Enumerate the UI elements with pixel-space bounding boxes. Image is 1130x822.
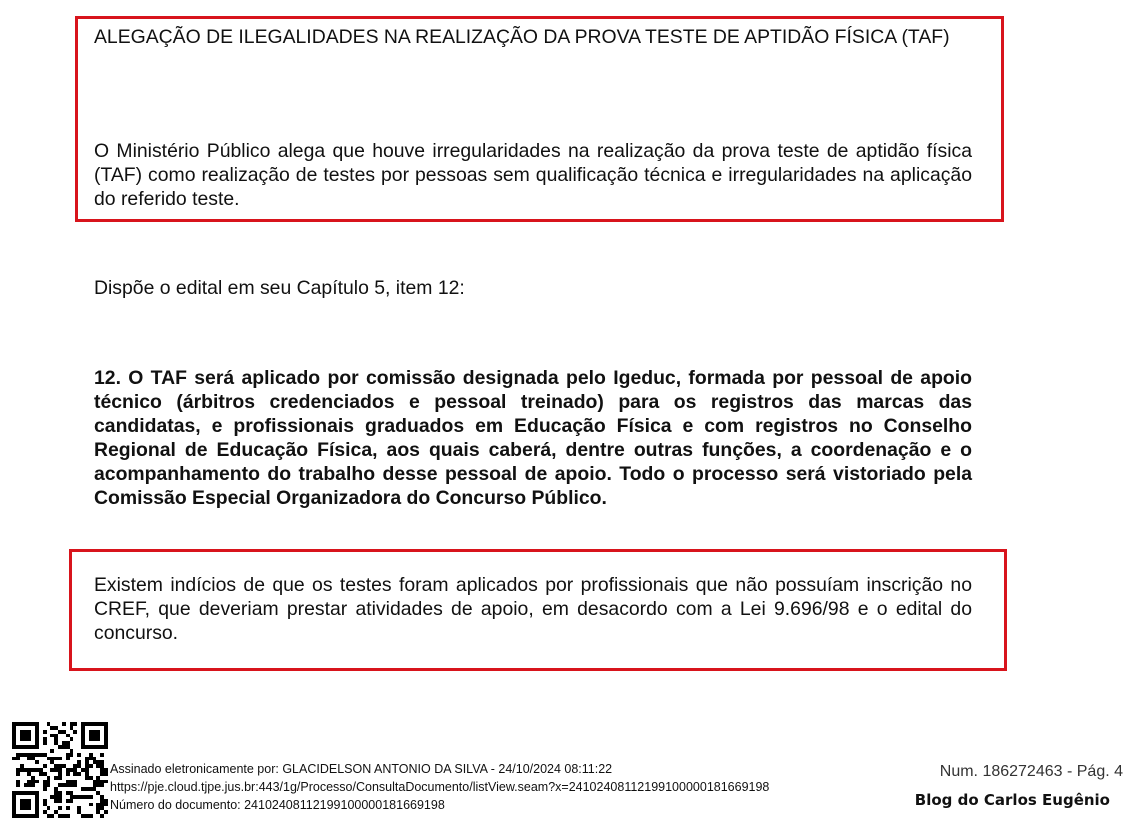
mp-claim-paragraph: O Ministério Público alega que houve irregularidades na realização da prova teste de aptidão física (TAF) como realização de testes por pessoas sem qualificação técnica e irregularidades na aplicação do referido teste. xyxy=(94,140,972,210)
qr-code-icon xyxy=(12,722,108,818)
qr-module xyxy=(104,814,108,818)
edital-item-12-paragraph: 12. O TAF será aplicado por comissão designada pelo Igeduc, formada por pessoal de apoio técnico (árbitros credenciados e pessoal treinado) para os registros das marcas das candidatas, e profissionais graduados em Educação Física e com registros no Conselho Regional de Educação Física, aos quais caberá, dentre outras funções, a coordenação e o acompanhamento do trabalho desse pessoal de apoio. Todo o processo será vistoriado pela Comissão Especial Organizadora do Concurso Público. xyxy=(94,367,972,509)
blog-watermark: Blog do Carlos Eugênio xyxy=(914,791,1110,809)
document-number: Número do documento: 24102408112199100000181669198 xyxy=(110,798,445,812)
indicios-paragraph: Existem indícios de que os testes foram aplicados por profissionais que não possuíam inscrição no CREF, que deveriam prestar atividades de apoio, em desacordo com a Lei 9.696/98 e o edital do concurso. xyxy=(94,574,972,644)
section-title: ALEGAÇÃO DE ILEGALIDADES NA REALIZAÇÃO DA PROVA TESTE DE APTIDÃO FÍSICA (TAF) xyxy=(94,26,950,48)
page-number: Num. 186272463 - Pág. 4 xyxy=(939,763,1123,780)
signature-line: Assinado eletronicamente por: GLACIDELSON ANTONIO DA SILVA - 24/10/2024 08:11:22 xyxy=(110,762,613,776)
dispoe-paragraph: Dispõe o edital em seu Capítulo 5, item 12: xyxy=(94,277,465,299)
document-url: https://pje.cloud.tjpe.jus.br:443/1g/Processo/ConsultaDocumento/listView.seam?x=24102408112199100000181669198 xyxy=(110,780,770,794)
